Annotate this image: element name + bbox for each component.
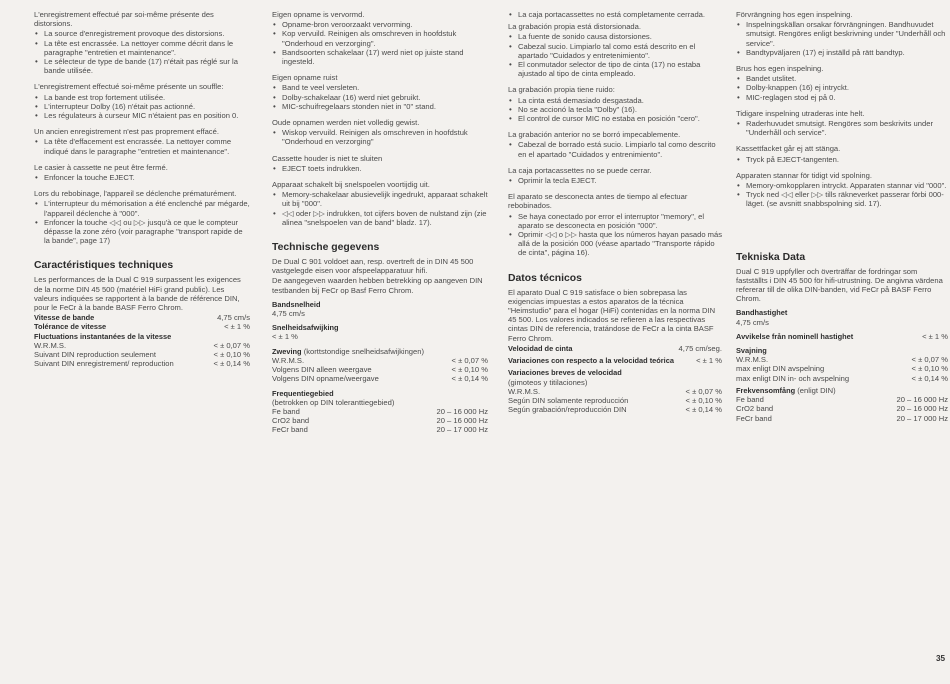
spec-label: Variaciones con respecto a la velocidad teórica — [508, 356, 674, 366]
spec-value: < ± 0,14 % — [213, 359, 250, 369]
spec-label: Volgens DIN alleen weergave — [272, 365, 372, 375]
spec-row — [34, 322, 250, 331]
bullet-item: • Wiskop vervuild. Reinigen als omschreven in hoofdstuk "Onderhoud en verzorging" — [272, 128, 488, 146]
column-swedish — [736, 10, 948, 423]
spec-value: < ± 0,07 % — [911, 355, 948, 365]
sv-intro-1: Förvrängning hos egen inspelning. — [736, 10, 853, 19]
section-heading: Technische gegevens — [272, 242, 380, 254]
bullet-item: • El control de cursor MIC no estaba en posición "cero". — [508, 114, 722, 123]
bullet-item: • La source d'enregistrement provoque des distorsions. — [34, 29, 250, 38]
spec-row — [508, 356, 722, 365]
spec-value: < ± 1 % — [224, 322, 250, 332]
bullet-item: • L'interrupteur Dolby (16) n'était pas actionné. — [34, 102, 250, 111]
sv-intro-4: Kassettfacket går ej att stänga. — [736, 144, 841, 154]
spec-label: Frequentiegebied — [272, 388, 334, 398]
spec-label: FeCr band — [736, 413, 772, 423]
spec-value: 4,75 cm/s — [217, 313, 250, 323]
spec-label: Velocidad de cinta — [508, 343, 573, 353]
bullet-item: • Le sélecteur de type de bande (17) n'était pas réglé sur la bande utilisée. — [34, 57, 250, 75]
spec-label: Frekvensomfång — [736, 385, 796, 395]
bullet-item: • Memory-schakelaar abusievelijk ingedrukt, apparaat schakelt uit bij "000". — [272, 190, 488, 208]
bullet-item: • Memory-omkopplaren intryckt. Apparaten stannar vid "000". — [736, 181, 948, 190]
section-heading: Datos técnicos — [508, 272, 582, 284]
sv-intro-3: Tidigare inspelning utraderas inte helt. — [736, 108, 865, 118]
spec-label: Snelheidsafwijking — [272, 323, 339, 333]
nl-intro-2: Eigen opname ruist — [272, 73, 338, 83]
spec-sublabel: (enligt DIN) — [797, 385, 836, 395]
spec-row — [508, 396, 722, 405]
bullet-item: • Opname-bron veroorzaakt vervorming. — [272, 20, 488, 29]
spec-heading-line — [272, 347, 488, 356]
column-dutch — [272, 10, 488, 435]
spec-value: 4,75 cm/s — [736, 317, 769, 327]
bullet-item: • Bandtypväljaren (17) ej inställd på rätt bandtyp. — [736, 48, 948, 57]
bullet-item: • La cinta está demasiado desgastada. — [508, 96, 722, 105]
spec-value: 4,75 cm/s — [272, 309, 305, 319]
bullet-item: • EJECT toets indrukken. — [272, 164, 488, 173]
column-french — [34, 10, 250, 369]
nl-intro-3: Oude opnamen werden niet volledig gewist. — [272, 118, 420, 128]
spec-row — [736, 364, 948, 373]
spec-row — [34, 313, 250, 322]
spec-label: Bandhastighet — [736, 308, 788, 318]
nl-intro-1: Eigen opname is vervormd. — [272, 10, 365, 19]
bullet-item: • Raderhuvudet smutsigt. Rengöres som beskrivits under "Underhåll och service". — [736, 119, 948, 137]
bullet-item: • Cabezal sucio. Limpiarlo tal como está descrito en el apartado "Cuidados y entretenimiento". — [508, 42, 722, 60]
bullet-item: • Les régulateurs à curseur MIC n'étaient pas en position 0. — [34, 111, 250, 120]
bullet-item: • La caja portacassettes no está completamente cerrada. — [508, 10, 722, 19]
spec-value: < ± 0,10 % — [213, 350, 250, 360]
spec-value: < ± 0,14 % — [911, 373, 948, 383]
nl-intro-4: Cassette houder is niet te sluiten — [272, 153, 383, 163]
spec-label: Bandsnelheid — [272, 299, 321, 309]
spec-label: Avvikelse från nominell hastighet — [736, 331, 854, 341]
bullet-item: • La tête est encrassée. La nettoyer comme décrit dans le paragraphe "entretien et maintenance". — [34, 39, 250, 57]
spec-row — [508, 405, 722, 414]
bullet-item: • Cabezal de borrado está sucio. Limpiarlo tal como descrito en el apartado "Cuidados y entrenimiento". — [508, 140, 722, 158]
spacer — [736, 209, 948, 237]
bullet-item: • Band te veel versleten. — [272, 83, 488, 92]
spec-value: 20 – 17 000 Hz — [896, 413, 948, 423]
spec-row — [272, 365, 488, 374]
page-number: 35 — [936, 654, 946, 663]
spec-label: Vitesse de bande — [34, 313, 95, 323]
souffle-intro: L'enregistrement effectué soi-même présente un souffle: — [34, 82, 224, 92]
es-intro-4: La caja portacassettes no se puede cerrar. — [508, 165, 652, 175]
efface-intro: Un ancien enregistrement n'est pas proprement effacé. — [34, 127, 219, 137]
spec-row — [508, 387, 722, 396]
bullet-item: • ◁◁ oder ▷▷ indrukken, tot cijfers boven de nulstand zijn (zie alinea "snelspoelen van de band" bladz. 17). — [272, 209, 488, 227]
spec-value: < ± 1 % — [696, 356, 722, 366]
bullet-item: • El conmutador selector de tipo de cinta (17) no estaba ajustado al tipo de cinta empleado. — [508, 60, 722, 78]
bullet-item: • Oprimir la tecla EJECT. — [508, 176, 722, 185]
es-intro-5: El aparato se desconecta antes de tiempo al efectuar rebobinados. — [508, 192, 688, 211]
spec-value: 20 – 16 000 Hz — [436, 406, 488, 416]
spec-value: < ± 0,07 % — [685, 386, 722, 396]
spec-label: Volgens DIN opname/weergave — [272, 374, 379, 384]
bullet-item: • La bande est trop fortement utilisée. — [34, 93, 250, 102]
spec-value: < ± 0,14 % — [685, 405, 722, 415]
spec-value: 4,75 cm/seg. — [678, 343, 722, 353]
nl-intro-5: Apparaat schakelt bij snelspoelen voortijdig uit. — [272, 180, 430, 190]
spec-value: < ± 0,14 % — [451, 374, 488, 384]
spec-label: Según grabación/reproducción DIN — [508, 405, 627, 415]
spec-label: max enligt DIN avspelning — [736, 364, 825, 374]
spec-row — [34, 350, 250, 359]
bullet-item: • L'interrupteur du mémorisation a été enclenché par mégarde, l'appareil déclenche à "000". — [34, 199, 250, 217]
section-heading: Tekniska Data — [736, 251, 806, 263]
es-intro-2: La grabación propia tiene ruido: — [508, 85, 615, 95]
bullet-item: • Enfoncer la touche ◁◁ ou ▷▷ jusqu'à ce que le compteur dépasse la zone zéro (voir paragraphe "transport rapide de la bande", page 17) — [34, 218, 250, 246]
bullet-item: • Inspelningskällan orsakar förvrängningen. Bandhuvudet smutsigt. Rengöres enligt beskrivning under "Underhåll och service". — [736, 20, 948, 48]
spec-row — [272, 374, 488, 383]
bullet-item: • MIC-reglagen stod ej på 0. — [736, 93, 948, 102]
spec-row — [272, 416, 488, 425]
spec-subheading: Fluctuations instantanées de la vitesse — [34, 331, 172, 341]
sv-intro-5: Apparaten stannar för tidigt vid spolning. — [736, 170, 872, 180]
tech-intro: El aparato Dual C 919 satisface o bien sobrepasa las exigencias impuestas a estos aparatos de la técnica "Heimstudio" para el hogar (HiFi) contenidas en la norma DIN 45 500. Los valores indicados se refieren a las respectivas cintas DIN de referencia, tratándose de FeCr a la cinta BASF Ferro Chrom. — [508, 287, 716, 343]
spec-value: < ± 1 % — [272, 332, 298, 342]
spec-label: W.R.M.S. — [508, 386, 541, 396]
bullet-item: • Dolby-schakelaar (16) werd niet gebruikt. — [272, 93, 488, 102]
bullet-item: • Tryck på EJECT-tangenten. — [736, 155, 948, 164]
spec-row — [736, 395, 948, 404]
spec-label: Suivant DIN enregistrement/ reproduction — [34, 359, 174, 369]
spec-subheading: Variaciones breves de velocidad — [508, 368, 622, 378]
causes-intro: L'enregistrement effectué par soi-même présente des distorsions. — [34, 10, 214, 29]
spec-value: 20 – 16 000 Hz — [896, 404, 948, 414]
spec-label: Zweving — [272, 346, 302, 356]
spec-label: Fe band — [272, 406, 300, 416]
rebob-intro: Lors du rebobinage, l'appareil se déclenche prématurément. — [34, 189, 237, 199]
bullet-item: • Tryck ned ◁◁ eller ▷▷ tills räkneverket passerar förbi 000-läget. (se avsnitt snabbspolning sid. 17). — [736, 190, 948, 208]
spec-value: 20 – 16 000 Hz — [436, 416, 488, 426]
spec-label: Svajning — [736, 346, 767, 356]
spec-sublabel: (betrokken op DIN toleranttiegebied) — [272, 397, 395, 407]
spec-label: max enligt DIN in- och avspelning — [736, 373, 850, 383]
tech-intro: Les performances de la Dual C 919 surpassent les exigences de la norme DIN 45 500 (matériel HiFi grand public). Les valeurs indiquées se rapportent à la bande de référence DIN, pour le FeCr à la bande BASF Ferro Chrom. — [34, 275, 241, 313]
spec-sublabel: (korttstondige snelheidsafwijkingen) — [303, 346, 425, 356]
spec-value: < ± 1 % — [922, 331, 948, 341]
sv-intro-2: Brus hos egen inspelning. — [736, 64, 824, 74]
spec-label: Fe band — [736, 395, 764, 405]
spec-row — [508, 344, 722, 353]
spec-value: < ± 0,10 % — [685, 395, 722, 405]
spec-label: Suivant DIN reproduction seulement — [34, 350, 156, 360]
spec-row — [272, 425, 488, 434]
bullet-item: • Bandsoorten schakelaar (17) werd niet op juiste stand ingesteld. — [272, 48, 488, 66]
bullet-item: • Se haya conectado por error el interruptor "memory", el aparato se desconecta en posición "000". — [508, 212, 722, 230]
bullet-item: • La tête d'effacement est encrassée. La nettoyer comme indiqué dans le paragraphe "entretien et maintenance". — [34, 137, 250, 155]
spec-sublabel: (gimoteos y titilaciones) — [508, 377, 588, 387]
spec-label: Tolérance de vitesse — [34, 322, 107, 332]
spec-value: < ± 0,10 % — [451, 365, 488, 375]
bullet-item: • MIC-schuifregelaars stonden niet in "0" stand. — [272, 102, 488, 111]
spec-label: CrO2 band — [272, 416, 310, 426]
section-heading: Caractéristiques techniques — [34, 260, 174, 272]
spec-label: FeCr band — [272, 425, 308, 435]
bullet-item: • No se accionó la tecla "Dolby" (16). — [508, 105, 722, 114]
spec-value: < ± 0,07 % — [213, 340, 250, 350]
spec-row — [736, 414, 948, 423]
spec-label: CrO2 band — [736, 404, 774, 414]
column-spanish — [508, 10, 722, 414]
spec-row — [34, 359, 250, 368]
bullet-item: • Enfoncer la touche EJECT. — [34, 173, 250, 182]
spec-row — [736, 374, 948, 383]
spec-row — [272, 407, 488, 416]
spec-label: W.R.M.S. — [736, 355, 769, 365]
spec-value: 20 – 16 000 Hz — [896, 395, 948, 405]
bullet-item: • Kop vervuild. Reinigen als omschreven in hoofdstuk "Onderhoud en verzorging". — [272, 29, 488, 47]
spec-label: W.R.M.S. — [272, 355, 305, 365]
spec-row — [736, 355, 948, 364]
es-intro-3: La grabación anterior no se borró impecablemente. — [508, 130, 681, 140]
spec-row — [34, 341, 250, 350]
spec-value: < ± 0,10 % — [911, 364, 948, 374]
casier-intro: Le casier à cassette ne peut être fermé. — [34, 162, 168, 172]
bullet-item: • Bandet utslitet. — [736, 74, 948, 83]
tech-intro-2: De aangegeven waarden hebben betrekking op aangeven DIN testbanden bij FeCr op Basf Ferro Chrom. — [272, 276, 483, 295]
spec-row — [736, 404, 948, 413]
spec-value: 20 – 17 000 Hz — [436, 425, 488, 435]
spec-label: Según DIN solamente reproducción — [508, 395, 629, 405]
bullet-item: • La fuente de sonido causa distorsiones. — [508, 32, 722, 41]
bullet-item: • Oprimir ◁◁ o ▷▷ hasta que los números hayan pasado más allá de la posición 000 (véase apartado "Transporte rápido de cinta", página 16). — [508, 230, 722, 258]
spec-label: W.R.M.S. — [34, 340, 67, 350]
tech-intro: De Dual C 901 voldoet aan, resp. overtreft de in DIN 45 500 vastgelegde eisen voor afspeelapparatuur hifi. — [272, 257, 474, 276]
es-intro-1: La grabación propia está distorsionada. — [508, 22, 641, 32]
spec-value: < ± 0,07 % — [451, 355, 488, 365]
spec-row — [272, 356, 488, 365]
spec-heading-line — [736, 386, 948, 395]
tech-intro: Dual C 919 uppfyller och överträffar de fordringar som fastställts i DIN 45 500 för hifi-utrustning. De angivna värdena refererar till de olika DIN-banden, vid FeCr på BASF Ferro Chrom. — [736, 266, 943, 304]
bullet-item: • Dolby-knappen (16) ej intryckt. — [736, 83, 948, 92]
spec-row — [736, 332, 948, 341]
